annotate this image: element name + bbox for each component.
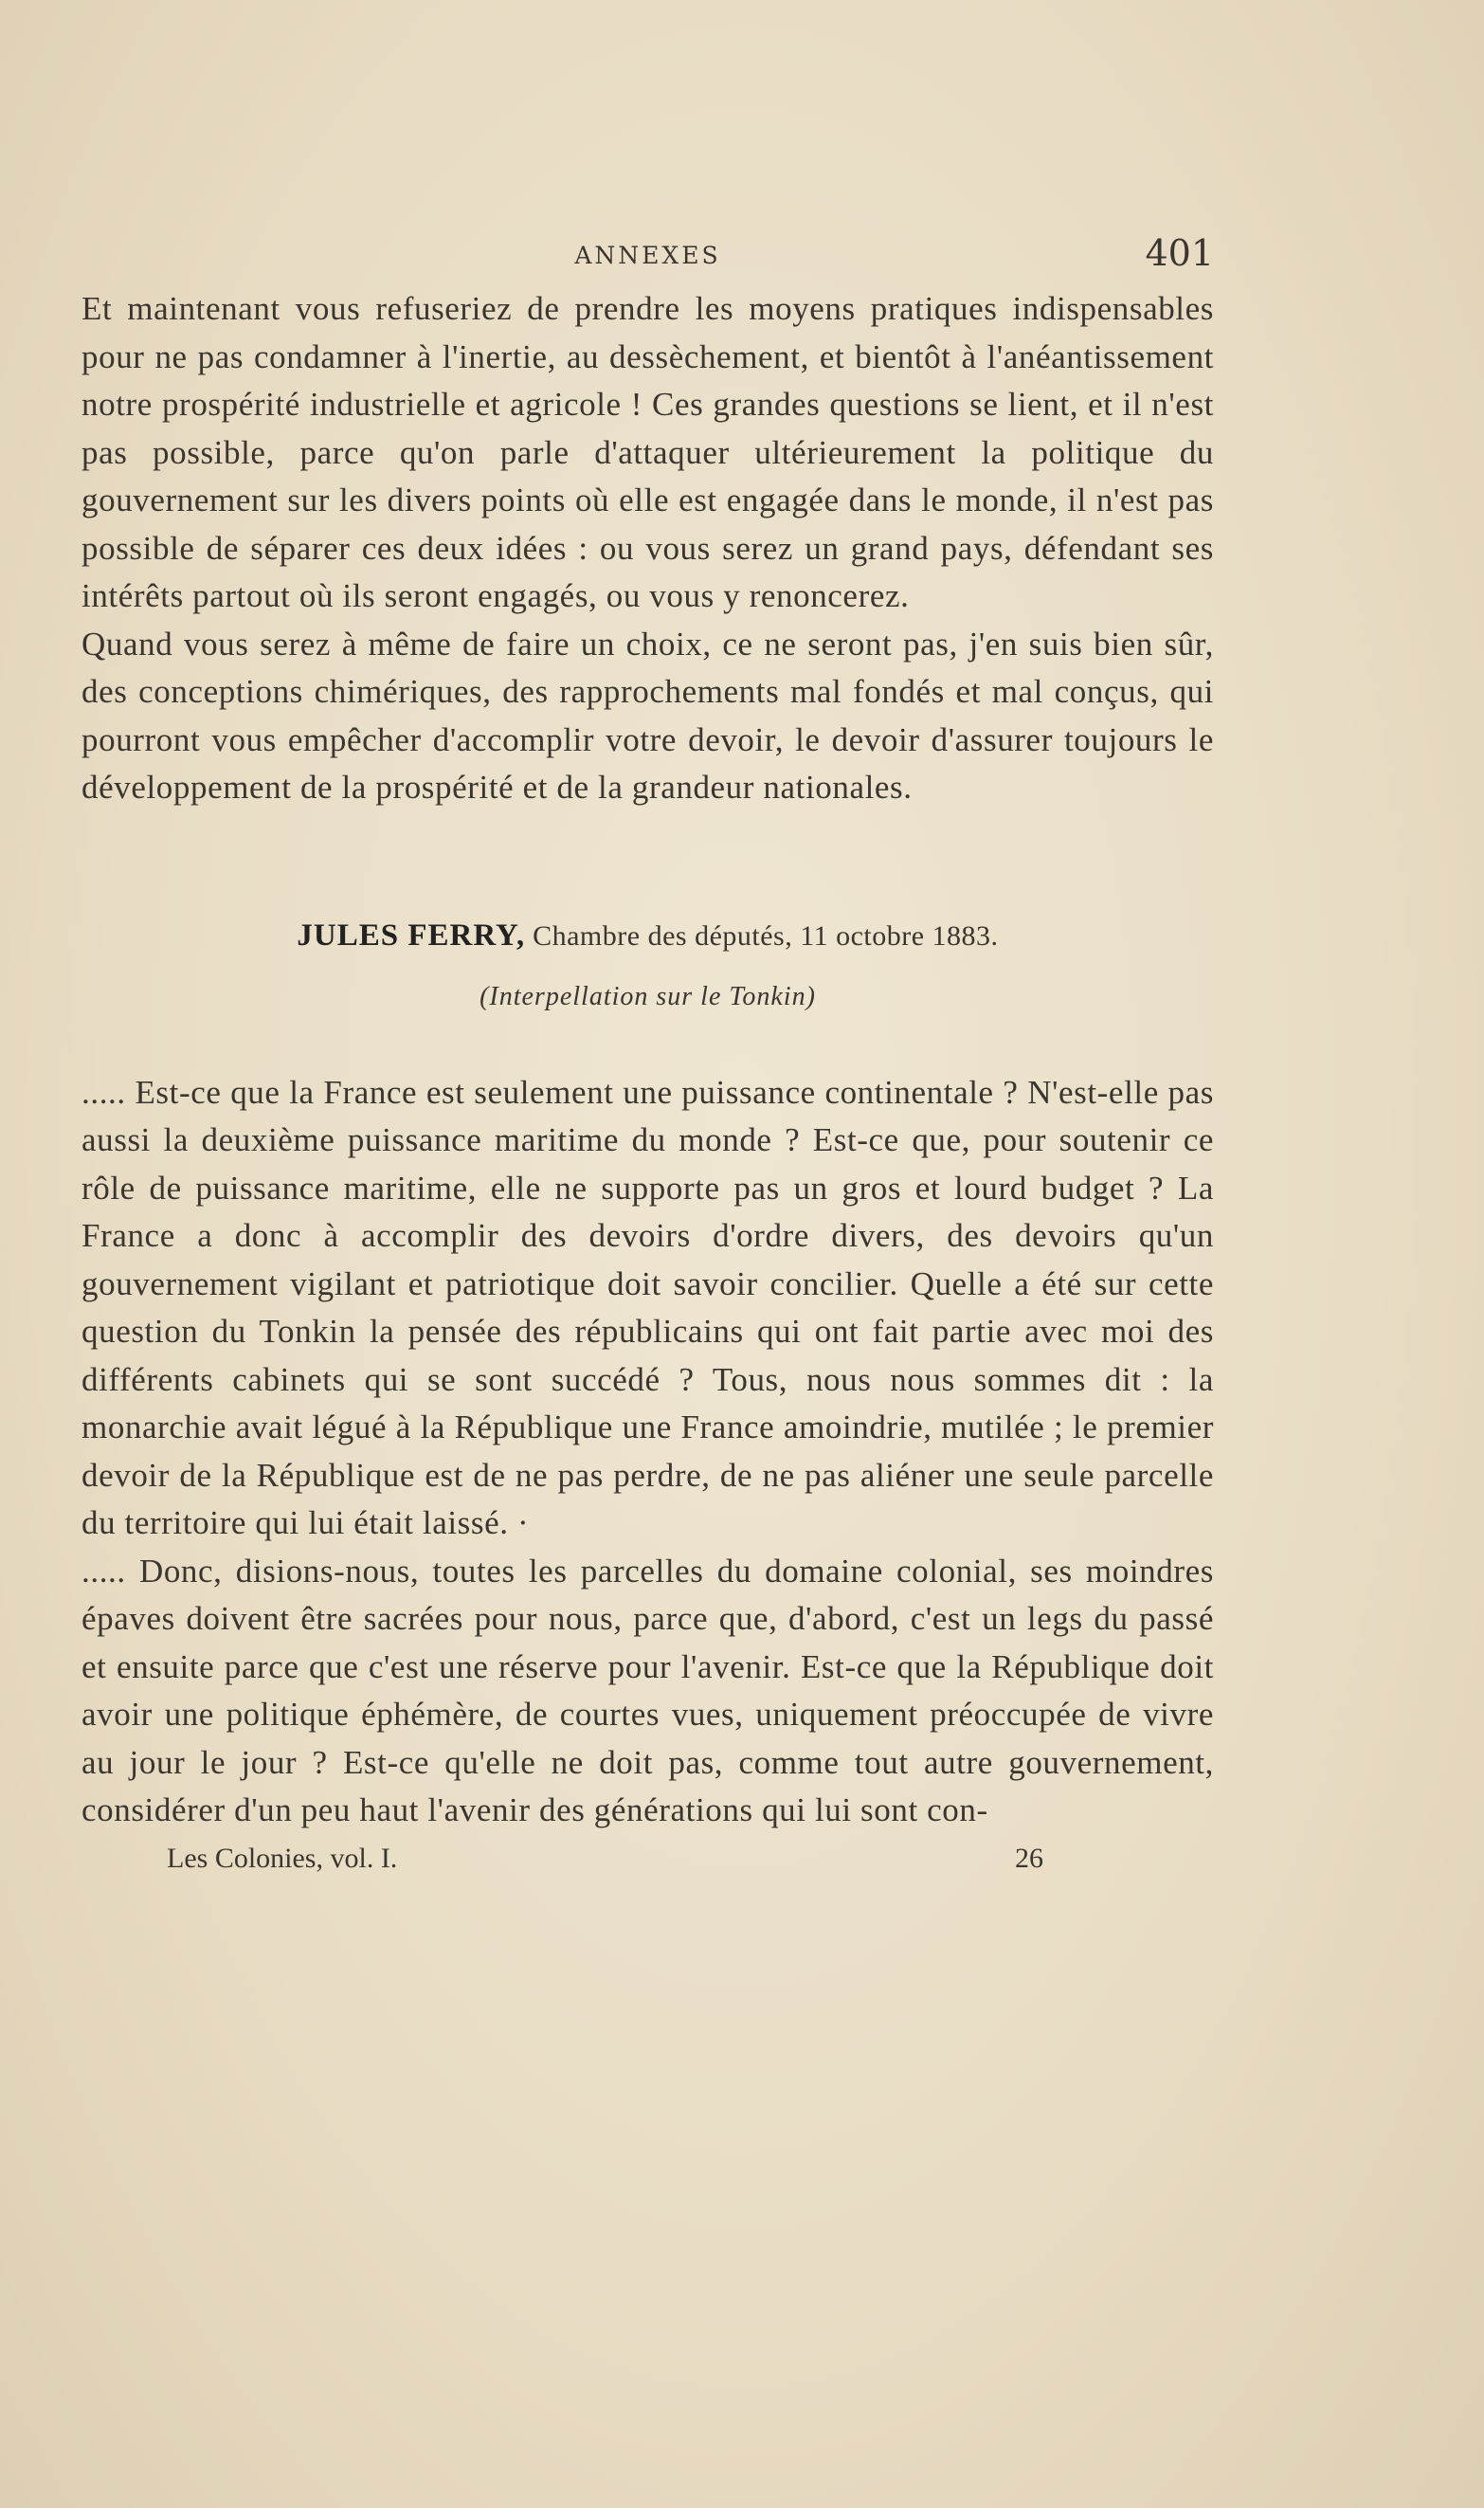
section-heading [81,918,1214,1012]
footer-sheet-number: 26 [1015,1842,1043,1874]
section-source: Chambre des députés, 11 octobre 1883. [533,919,999,952]
paragraph: ..... Est-ce que la France est seulement une puissance continentale ? N'est-elle pas aussi la deuxième puissance maritime du monde ? Est-ce que, pour soutenir ce rôle de puissance maritime, elle ne supporte pas un gros et lourd budget ? La France a donc à accomplir des devoirs d'ordre divers, des devoirs qu'un gouvernement vigilant et patriotique doit savoir concilier. Quelle a été sur cette question du Tonkin la pensée des républicains qui ont fait partie avec moi des différents cabinets qui se sont succédé ? Tous, nous nous sommes dit : la monarchie avait légué à la République une France amoindrie, mutilée ; le premier devoir de la République est de ne pas perdre, de ne pas aliéner une seule parcelle du territoire qui lui était laissé. · [81,1073,1214,1541]
paragraph: Et maintenant vous refuseriez de prendre les moyens pratiques indispensables pour ne pas condamner à l'inertie, au dessèchement, et bientôt à l'anéantissement notre prospérité industrielle et agricole ! Ces grandes questions se lient, et il n'est pas possible, parce qu'on parle d'attaquer ultérieurement la politique du gouvernement sur les divers points où elle est engagée dans le monde, il n'est pas possible de séparer ces deux idées : ou vous serez un grand pays, défendant ses intérêts partout où ils seront engagés, ou vous y renoncerez. [81,290,1214,614]
section-subtitle: (Interpellation sur le Tonkin) [480,981,816,1011]
paragraph: ..... Donc, disions-nous, toutes les parcelles du domaine colonial, ses moindres épaves doivent être sacrées pour nous, parce que, d'abord, c'est un legs du passé et ensuite parce que c'est une réserve pour l'avenir. Est-ce que la République doit avoir une politique éphémère, de courtes vues, uniquement préoccupée de vivre au jour le jour ? Est-ce qu'elle ne doit pas, comme tout autre gouvernement, considérer d'un peu haut l'avenir des générations qui lui sont con- [81,1552,1214,1828]
paragraph: Quand vous serez à même de faire un choix, ce ne seront pas, j'en suis bien sûr, des conceptions chimériques, des rapprochements mal fondés et mal conçus, qui pourront vous empêcher d'accomplir votre devoir, le devoir d'assurer toujours le développement de la prospérité et de la grandeur nationales. [81,625,1214,806]
page-footer [81,1843,1214,1881]
page-number: 401 [1145,232,1214,274]
running-title: ANNEXES [574,242,721,269]
section-author: JULES FERRY, [297,918,526,953]
text-column [81,232,1214,1881]
footer-signature: Les Colonies, vol. I. [167,1842,398,1874]
running-header [81,232,1214,285]
